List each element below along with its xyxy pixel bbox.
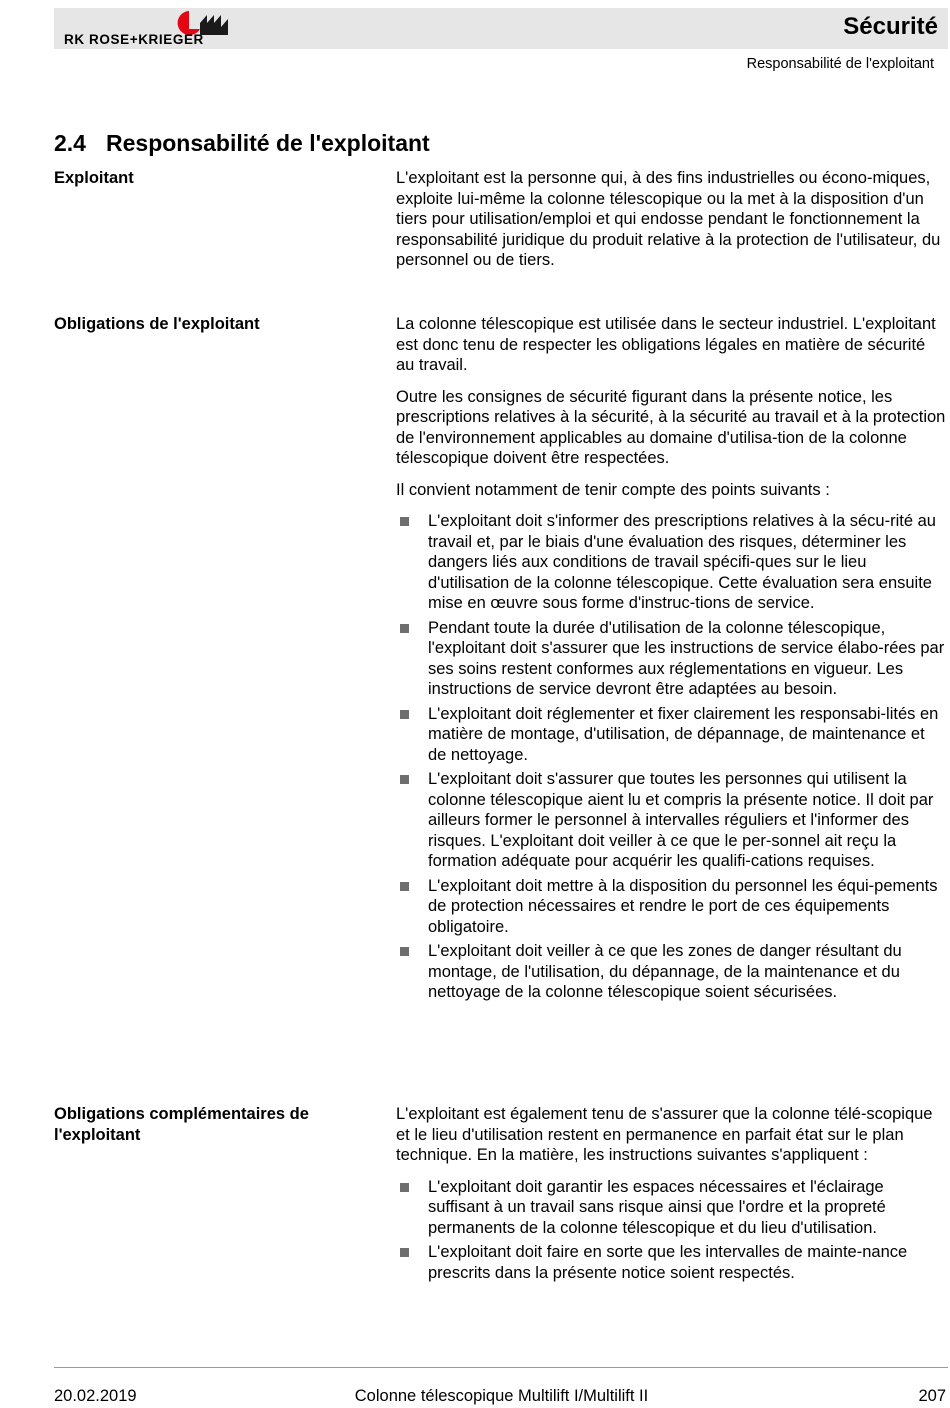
side-label-obligations-complementaires: Obligations complémentaires de l'exploitant [54, 1105, 309, 1144]
footer-document-title: Colonne télescopique Multilift I/Multilift II [354, 1387, 649, 1405]
paragraph: L'exploitant est la personne qui, à des fins industrielles ou écono-miques, exploite lui-même la colonne télescopique ou la met à la disposition d'un tiers pour utilisation/emploi et qui endosse pendant le fonctionnement la responsabilité juridique du produit relative à la protection de l'utilisateur, du personnel ou de tiers. [396, 169, 941, 269]
chapter-title: Responsabilité de l'exploitant [106, 130, 430, 156]
bullet-list [396, 511, 946, 1003]
page-number: 207 [918, 1387, 946, 1405]
section-title: Sécurité [843, 13, 938, 40]
side-label-exploitant: Exploitant [54, 169, 134, 187]
footer-divider [54, 1367, 948, 1368]
footer-date: 20.02.2019 [54, 1387, 137, 1405]
section-subtitle: Responsabilité de l'exploitant [746, 56, 934, 72]
list-item: L'exploitant doit s'assurer que toutes les personnes qui utilisent la colonne télescopique aient lu et compris la présente notice. Il doit par ailleurs former le personnel à intervalles réguliers et l'informer des risques. L'exploitant doit veiller à ce que le per-sonnel ait reçu la formation adéquate pour acquérir les qualifi-cations requises. [396, 769, 946, 872]
list-item: L'exploitant doit faire en sorte que les intervalles de mainte-nance prescrits dans la présente notice soient respectés. [396, 1242, 946, 1283]
paragraph: Il convient notamment de tenir compte des points suivants : [396, 480, 830, 499]
logo-text: RK ROSE+KRIEGER [64, 32, 204, 47]
chapter-heading [54, 129, 430, 157]
list-item: L'exploitant doit s'informer des prescriptions relatives à la sécu-rité au travail et, par le biais d'une évaluation des risques, déterminer les dangers liés aux conditions de travail spécifi-ques sur le lieu d'utilisation de la colonne télescopique. Cette évaluation sera ensuite mise en œuvre sous forme d'instruc-tions de service. [396, 511, 946, 614]
list-item: L'exploitant doit mettre à la disposition du personnel les équi-pements de protection nécessaires et rendre le port de ces équipements obligatoire. [396, 876, 946, 938]
list-item: Pendant toute la durée d'utilisation de la colonne télescopique, l'exploitant doit s'assurer que les instructions de service élabo-rées par ses soins restent conformes aux réglementations en vigueur. Les instructions de service devront être adaptées au besoin. [396, 618, 946, 700]
paragraph: La colonne télescopique est utilisée dans le secteur industriel. L'exploitant est donc tenu de respecter les obligations légales en matière de sécurité au travail. [396, 315, 936, 374]
list-item: L'exploitant doit veiller à ce que les zones de danger résultant du montage, de l'utilisation, du dépannage, de la maintenance et du nettoyage de la colonne télescopique soient sécurisées. [396, 941, 946, 1003]
paragraph: L'exploitant est également tenu de s'assurer que la colonne télé-scopique et le lieu d'utilisation restent en permanence en parfait état sur le plan technique. En la matière, les instructions suivantes s'appliquent : [396, 1105, 933, 1164]
bullet-list [396, 1177, 946, 1284]
section-obligations [396, 314, 946, 1007]
list-item: L'exploitant doit garantir les espaces nécessaires et l'éclairage suffisant à un travail sans risque ainsi que l'ordre et la propreté permanents de la colonne télescopique et du lieu d'utilisation. [396, 1177, 946, 1239]
section-exploitant [396, 168, 946, 282]
section-obligations-complementaires [396, 1104, 946, 1287]
chapter-number: 2.4 [54, 130, 86, 156]
paragraph: Outre les consignes de sécurité figurant dans la présente notice, les prescriptions relatives à la sécurité, à la sécurité au travail et à la protection de l'environnement applicables au domaine d'utilisa-tion de la colonne télescopique doivent être respectées. [396, 387, 946, 467]
list-item: L'exploitant doit réglementer et fixer clairement les responsabi-lités en matière de montage, d'utilisation, de dépannage, de maintenance et de nettoyage. [396, 704, 946, 766]
side-label-obligations: Obligations de l'exploitant [54, 315, 260, 333]
